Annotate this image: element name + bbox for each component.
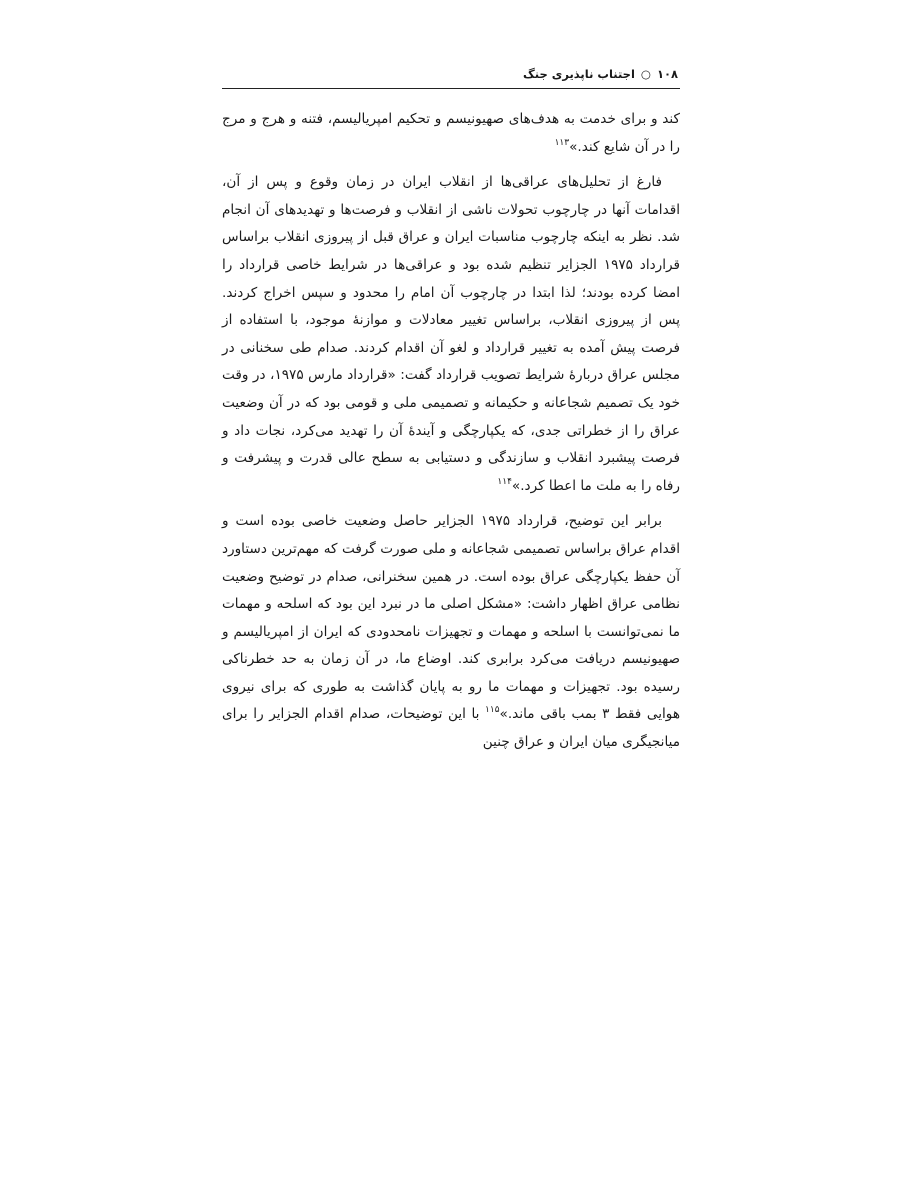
paragraph-3 xyxy=(222,508,680,756)
page-number: ۱۰۸ xyxy=(656,67,678,81)
running-head xyxy=(523,66,678,82)
paragraph-1-text: کند و برای خدمت به هدف‌های صهیونیسم و تحکیم امپریالیسم، فتنه و هرج و مرج را در آن شایع کند.» xyxy=(222,111,680,155)
footnote-ref-114: ۱۱۴ xyxy=(497,476,512,487)
paragraph-3-text-a: برابر این توضیح، قرارداد ۱۹۷۵ الجزایر حاصل وضعیت خاصی بوده است و اقدام عراق براساس تصمیمی شجاعانه و ملی صورت گرفت که مهم‌ترین دستاورد آن حفظ یکپارچگی عراق بوده است. در همین سخنرانی، صدام در توضیح وضعیت نظامی عراق اظهار داشت: «مشکل اصلی ما در نبرد این بود که اسلحه و مهمات ما نمی‌توانست با اسلحه و مهمات و تجهیزات نامحدودی که ایران از امپریالیسم و صهیونیسم دریافت می‌کرد برابری کند. اوضاع ما، در آن زمان به حد خطرناکی رسیده بود. تجهیزات و مهمات ما رو به پایان گذاشت به طوری که برای نیروی هوایی فقط ۳ بمب باقی ماند.» xyxy=(222,513,680,723)
footnote-ref-115: ۱۱۵ xyxy=(485,705,500,716)
header-rule xyxy=(222,88,680,89)
paragraph-3-text-b: با این توضیحات، صدام اقدام الجزایر را برای میانجیگری میان ایران و عراق چنین xyxy=(222,706,680,751)
paragraph-2-text: فارغ از تحلیل‌های عراقی‌ها از انقلاب ایران در زمان وقوع و پس از آن، اقدامات آنها در چارچوب تحولات ناشی از انقلاب و فرصت‌ها و تهدیدهای آن انجام شد. نظر به اینکه چارچوب مناسبات ایران و عراق قبل از پیروزی انقلاب براساس قرارداد ۱۹۷۵ الجزایر تنظیم شده بود و عراقی‌ها در شرایط خاصی قرارداد را امضا کرده بودند؛ لذا ابتدا در چارچوب آن امام را محدود و سپس اخراج کردند. پس از پیروزی انقلاب، براساس تغییر معادلات و موازنهٔ موجود، با استفاده از فرصت پیش آمده به تغییر قرارداد و لغو آن اقدام کردند. صدام طی سخنانی در مجلس عراق دربارهٔ شرایط تصویب قرارداد گفت: «قرارداد مارس ۱۹۷۵، در وقت خود یک تصمیم شجاعانه و حکیمانه و تصمیمی ملی و قومی بود که در آن وضعیت عراق را از خطراتی جدی، که یکپارچگی و آیندهٔ آن را تهدید می‌کرد، نجات داد و فرصت پیشبرد انقلاب و سازندگی و دستیابی به سطح عالی قدرت و پیشرفت و رفاه را به ملت ما اعطا کرد.» xyxy=(222,174,681,494)
paragraph-1 xyxy=(222,106,680,161)
paragraph-2 xyxy=(222,169,680,500)
body-text xyxy=(222,106,680,757)
separator-circle-icon: ○ xyxy=(640,67,651,81)
footnote-ref-113: ۱۱۳ xyxy=(554,137,570,148)
book-title: اجتناب ناپذیری جنگ xyxy=(523,67,635,81)
